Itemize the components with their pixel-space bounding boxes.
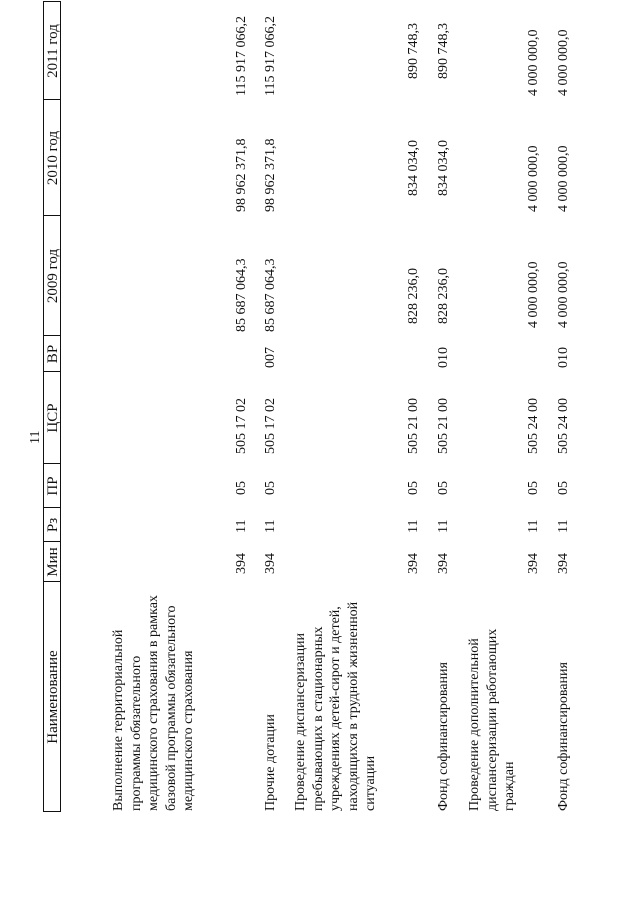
cell-csr: 505 17 02: [233, 398, 249, 454]
cell-csr: 505 24 00: [555, 398, 571, 454]
cell-pr: 05: [555, 481, 571, 495]
cell-2009: 828 236,0: [405, 268, 421, 324]
cell-2009: 85 687 064,3: [233, 258, 249, 332]
cell-2010: 834 034,0: [405, 140, 421, 196]
cell-vr: 007: [262, 347, 278, 368]
cell-2011: 890 748,3: [405, 23, 421, 79]
cell-vr: 010: [435, 347, 451, 368]
header-2010: 2010 год: [45, 130, 61, 186]
cell-2010: 98 962 371,8: [233, 138, 249, 212]
table-row: [466, 0, 542, 860]
cell-pr: 05: [233, 481, 249, 495]
cell-min: 394: [405, 553, 421, 574]
cell-min: 394: [555, 553, 571, 574]
header-divider: [43, 215, 61, 216]
cell-csr: 505 17 02: [262, 398, 278, 454]
cell-min: 394: [525, 553, 541, 574]
cell-2011: 4 000 000,0: [555, 29, 571, 96]
header-divider: [43, 507, 61, 508]
header-divider: [43, 811, 61, 812]
header-2009: 2009 год: [45, 248, 61, 304]
table-header: [43, 2, 61, 812]
header-divider: [43, 371, 61, 372]
cell-2010: 4 000 000,0: [525, 145, 541, 212]
cell-2009: 4 000 000,0: [525, 261, 541, 328]
cell-2010: 98 962 371,8: [262, 138, 278, 212]
header-csr: ЦСР: [45, 403, 61, 433]
header-divider: [43, 463, 61, 464]
cell-csr: 505 21 00: [435, 398, 451, 454]
header-name: Наименование: [45, 650, 61, 744]
cell-rz: 11: [405, 519, 421, 533]
row-name: Фонд софинансирования: [555, 662, 571, 811]
cell-2009: 828 236,0: [435, 268, 451, 324]
header-2011: 2011 год: [45, 24, 61, 78]
row-name: Проведение диспансеризации пребывающих в стационарных учреждениях детей-сирот и детей, находящихся в трудной жизненной ситуации: [293, 601, 378, 811]
header-divider: [43, 1, 61, 2]
cell-rz: 11: [525, 519, 541, 533]
cell-pr: 05: [405, 481, 421, 495]
cell-2009: 85 687 064,3: [262, 258, 278, 332]
cell-vr: 010: [555, 347, 571, 368]
table-row: [550, 0, 572, 860]
cell-pr: 05: [525, 481, 541, 495]
cell-pr: 05: [435, 481, 451, 495]
cell-2011: 890 748,3: [435, 23, 451, 79]
header-divider: [43, 335, 61, 336]
header-rz: Рз: [45, 517, 61, 533]
header-divider: [43, 99, 61, 100]
cell-rz: 11: [233, 519, 249, 533]
table-row: [430, 0, 452, 860]
table-row: [257, 0, 279, 860]
header-pr: ПР: [45, 476, 61, 496]
cell-2010: 834 034,0: [435, 140, 451, 196]
table-row: [292, 0, 422, 860]
cell-2011: 115 917 066,2: [233, 16, 249, 96]
cell-2011: 115 917 066,2: [262, 16, 278, 96]
cell-2009: 4 000 000,0: [555, 261, 571, 328]
cell-2010: 4 000 000,0: [555, 145, 571, 212]
row-name: Прочие дотации: [262, 714, 278, 811]
table-row: [110, 0, 250, 860]
cell-csr: 505 24 00: [525, 398, 541, 454]
cell-csr: 505 21 00: [405, 398, 421, 454]
cell-rz: 11: [555, 519, 571, 533]
row-name: Выполнение территориальной программы обязательного медицинского страхования в рамках базовой программы обязательного медицинского страхования: [111, 595, 196, 811]
header-min: Мин: [45, 547, 61, 577]
row-name: Фонд софинансирования: [435, 662, 451, 811]
header-vr: ВР: [45, 344, 61, 364]
header-divider: [43, 581, 61, 582]
row-name: Проведение дополнительной диспансеризации работающих граждан: [467, 628, 517, 811]
cell-2011: 4 000 000,0: [525, 29, 541, 96]
cell-min: 394: [262, 553, 278, 574]
cell-min: 394: [435, 553, 451, 574]
document-page: 11 Наименование Мин Рз ПР ЦСР ВР 2009 год 2010 год 2011 год Выполнение территориальной программы обязательного медицинского страхования в рамках базовой программы обязательного медицинского страхования 394 11 05 505 17 02 85 687 064,3 98 962 371,8 115 917 066,2 Прочие дотации 394 11 05 505 17 02 007 85 687 064,3 98 962 371,8 115 917 066,2 Проведение диспансеризации пребывающих в стационарных учреждениях детей-сирот и детей, находящихся в трудной жизненной ситуации 394 11 05 505 21 00 828 236,0 834 034,0 890 748,3 Фонд софинансирования 394 11 05 505 21 00 010 828 236,0 834 034,0 890 748,3 Проведение дополнительной диспансеризации работающих граждан 394 11 05 505 24 00 4 000 000,0 4 000 000,0 4 000 000,0 Фонд софинансирования 394 11 05 505 24 00 010 4 000 000,0 4 000 000,0 4 000 000,0: [0, 0, 640, 860]
cell-rz: 11: [262, 519, 278, 533]
cell-min: 394: [233, 553, 249, 574]
cell-pr: 05: [262, 481, 278, 495]
cell-rz: 11: [435, 519, 451, 533]
header-divider: [43, 541, 61, 542]
